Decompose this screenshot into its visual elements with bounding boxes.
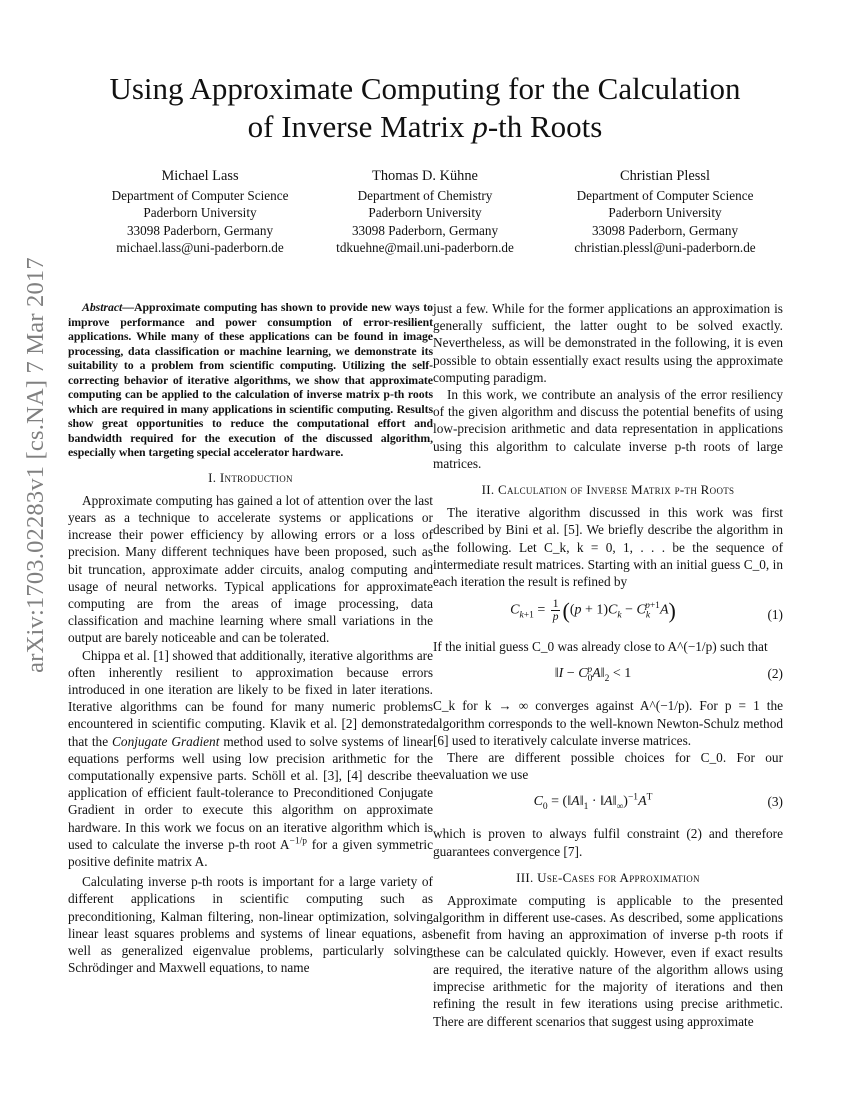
author-email: michael.lass@uni-paderborn.de bbox=[116, 240, 284, 255]
author-dept: Department of Computer Science bbox=[111, 187, 289, 203]
author-addr: 33098 Paderborn, Germany bbox=[126, 222, 274, 238]
equation-3-formula: $C_0$ = ($‖A‖_1$ · $‖A‖_\infty)^{-1}A^T$ bbox=[533, 792, 653, 813]
author-name: Christian Plessl bbox=[620, 168, 710, 184]
equation-3 bbox=[433, 789, 783, 819]
intro-paragraph-2: Chippa et al. [1] showed that additionally, iterative algorithms are often inherently resilient to approximation because errors introduced in one iteration are likely to be fixed in later iterations. Iterative algorithms can be found for many numeric problems encountered in scientific computing. Klavik et al. [2] demonstrated that the Conjugate Gradient method used to solve systems of linear equations performs well using low precision arithmetic for the computationally expensive parts. Schöll et al. [3], [4] describe the application of efficient fault-tolerance to Preconditioned Conjugate Gradient in order to execute this algorithm on approximate hardware. In this work we focus on an iterative algorithm which is used to calculate the inverse p-th root $A^{-1/p}$ for a given symmetric positive definite matrix A. bbox=[68, 647, 433, 869]
section-heading-calculation: II. Calculation of Inverse Matrix p-th Roots bbox=[481, 482, 735, 498]
equation-1-number: (1) bbox=[767, 607, 783, 623]
author-email: christian.plessl@uni-paderborn.de bbox=[574, 240, 756, 255]
arxiv-stamp: arXiv:1703.02283v1 [cs.NA] 7 Mar 2017 bbox=[22, 257, 49, 673]
intro-paragraph-3: Calculating inverse p-th roots is important for a large variety of different applications in scientific computing such as preconditioning, Kalman filtering, non-linear optimization, solving linear least squares problems and systems of linear equations, as well as generalized eigenvalue problems, particularly solving Schrödinger and Maxwell equations, to name bbox=[68, 874, 433, 976]
author-2 bbox=[310, 168, 540, 257]
title-line-1: Using Approximate Computing for the Calculation bbox=[109, 71, 741, 106]
right-paragraph-1: just a few. While for the former applications an approximation is generally sufficient, the latter ought to be solved exactly. Nevertheless, as will be demonstrated in the following, it is even possible to obtain essentially exact results using the approximate computing paradigm. bbox=[433, 301, 783, 385]
equation-1-formula: $C_{k+1}$ = $\frac{1}{p}$ $((p + 1)C_k - C_k^{p+1}A)$ bbox=[510, 598, 676, 624]
author-univ: Paderborn University bbox=[368, 205, 482, 220]
author-addr: 33098 Paderborn, Germany bbox=[591, 222, 739, 238]
right-paragraph-2: In this work, we contribute an analysis of the error resiliency of the given algorithm and discuss the potential benefits of using low-precision arithmetic and data representation in applications using this algorithm to calculate inverse p-th roots of large matrices. bbox=[433, 387, 783, 471]
intro-paragraph-1: Approximate computing has gained a lot of attention over the last years as a technique to accelerate systems or applications or increase their power efficiency by allowing errors or a loss of precision. Many different techniques have been proposed, such as bit truncation, approximate adder circuits, analog computing and usage of neural networks. Typical applications for approximate computing are from the areas of image processing, data classification and machine learning where small variations in the output are barely noticeable and can be tolerated. bbox=[68, 492, 433, 646]
left-column bbox=[68, 300, 433, 976]
author-univ: Paderborn University bbox=[608, 205, 722, 220]
abstract: Abstract—Approximate computing has shown to provide new ways to improve performance and power consumption of error-resilient applications. While many of these applications can be found in image processing, data classification or machine learning, we demonstrate its suitability to a problem from scientific computing. Utilizing the self-correcting behavior of iterative algorithms, we show that approximate computing can be applied to the calculation of inverse matrix p-th roots which are required in many applications in scientific computing. Results show great opportunities to reduce the computational effort and bandwidth required for the execution of the discussed algorithm, especially when targeting special accelerator hardware. bbox=[68, 300, 433, 459]
section2-paragraph-3: C_k for k → ∞ converges against A^(−1/p). For p = 1 the algorithm corresponds to the well-known Newton-Schulz method [6] used to iteratively calculate inverse matrices. bbox=[433, 698, 783, 748]
equation-2 bbox=[433, 661, 783, 691]
section2-paragraph-2: If the initial guess C_0 was already close to A^(−1/p) such that bbox=[433, 639, 768, 655]
author-name: Thomas D. Kühne bbox=[372, 168, 478, 184]
author-univ: Paderborn University bbox=[143, 205, 257, 220]
equation-2-formula: ‖I − $C_0^pA‖_2 < 1$ bbox=[554, 664, 632, 685]
section2-paragraph-1: The iterative algorithm discussed in this work was first described by Bini et al. [5]. We briefly describe the algorithm in the following. Let C_k, k = 0, 1, . . . be the sequence of intermediate result matrices. Starting with an initial guess C_0, in each iteration the result is refined by bbox=[433, 505, 783, 590]
author-email: tdkuehne@mail.uni-paderborn.de bbox=[336, 240, 514, 255]
equation-2-number: (2) bbox=[767, 666, 783, 682]
author-dept: Department of Chemistry bbox=[357, 187, 493, 203]
right-column bbox=[433, 300, 783, 1030]
author-3 bbox=[540, 168, 790, 257]
equation-1 bbox=[433, 596, 783, 632]
author-name: Michael Lass bbox=[161, 168, 239, 184]
equation-3-number: (3) bbox=[767, 794, 783, 810]
section-heading-use-cases: III. Use-Cases for Approximation bbox=[516, 869, 700, 885]
section-heading-introduction: I. Introduction bbox=[208, 469, 293, 485]
author-addr: 33098 Paderborn, Germany bbox=[351, 222, 499, 238]
section2-paragraph-5: which is proven to always fulfil constraint (2) and therefore guarantees convergence [7]. bbox=[433, 826, 783, 859]
section2-paragraph-4: There are different possible choices for C_0. For our evaluation we use bbox=[433, 750, 783, 783]
paper-title bbox=[60, 70, 790, 146]
title-line-2: of Inverse Matrix p-th Roots bbox=[247, 109, 603, 144]
author-1 bbox=[70, 168, 330, 257]
section3-paragraph-1: Approximate computing is applicable to the presented algorithm in different use-cases. As described, some applications benefit from having an approximation of inverse p-th roots if these can be calculated quickly. However, even if exact results are required, the iterative nature of the algorithm allows using imprecise arithmetic for the majority of iterations and then refining the result in few iterations using precise arithmetic. There are different scenarios that suggest using approximate bbox=[433, 893, 783, 1029]
author-dept: Department of Computer Science bbox=[576, 187, 754, 203]
